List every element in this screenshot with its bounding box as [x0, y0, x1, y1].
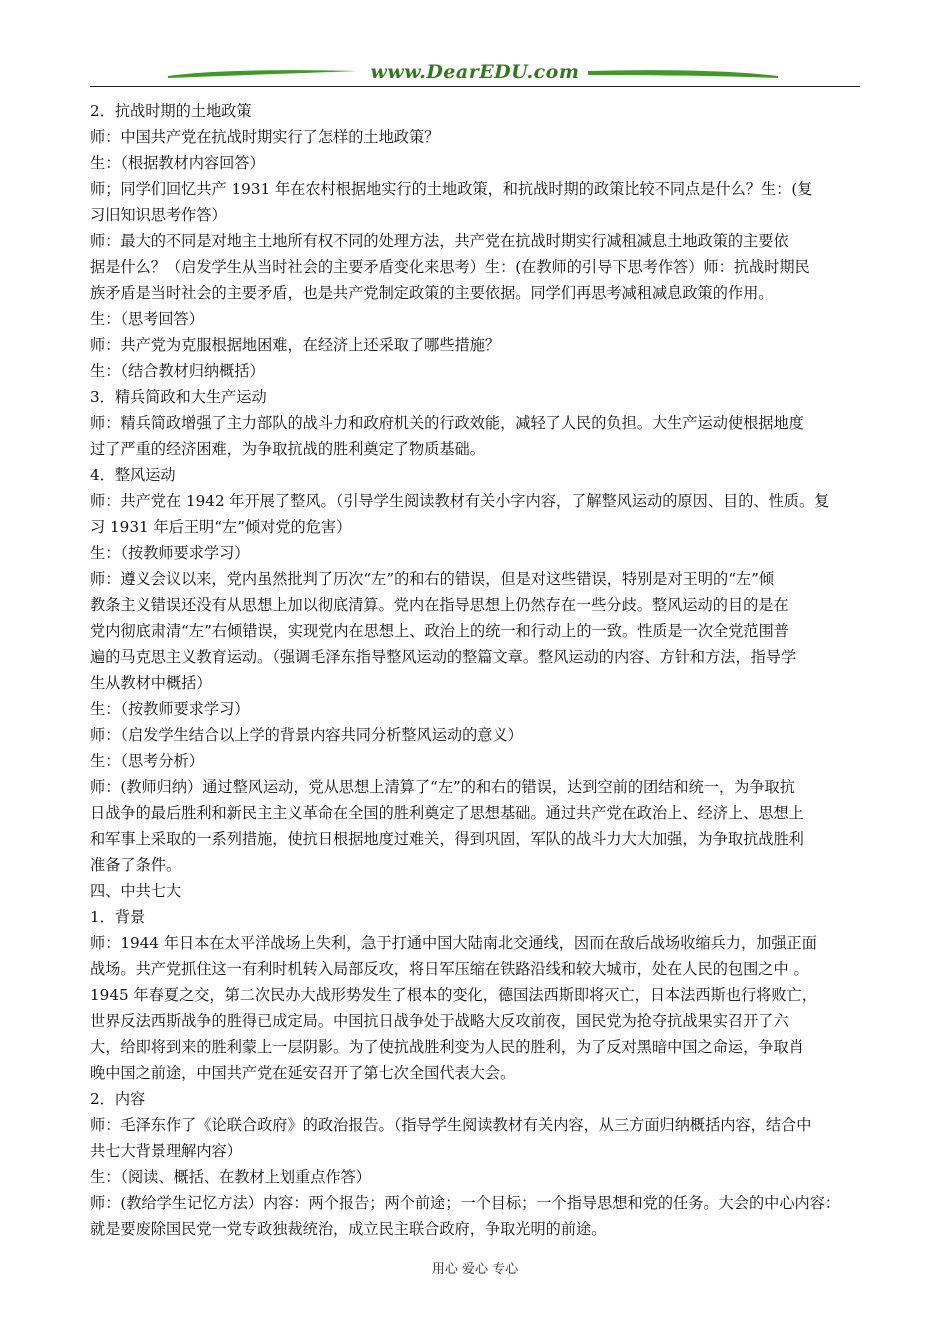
- text-line: 战场。共产党抓住这一有利时机转入局部反攻，将日军压缩在铁路沿线和较大城市，处在人民的包围之中 。: [90, 960, 809, 978]
- text-line: 生：（阅读、概括、在教材上划重点作答）: [90, 1168, 371, 1186]
- text-line: 师：（启发学生结合以上学的背景内容共同分析整风运动的意义）: [90, 726, 523, 744]
- text-line: 2．内容: [90, 1090, 146, 1108]
- text-line: 共七大背景理解内容）: [90, 1142, 242, 1160]
- text-line: 1．背景: [90, 908, 146, 926]
- text-line: 3．精兵简政和大生产运动: [90, 388, 267, 406]
- text-line: 生：（思考回答）: [90, 310, 204, 328]
- text-line: 教条主义错误还没有从思想上加以彻底清算。党内在指导思想上仍然存在一些分歧。整风运动的目的是在: [90, 596, 789, 614]
- text-line: 2．抗战时期的土地政策: [90, 102, 252, 120]
- text-line: 师：精兵简政增强了主力部队的战斗力和政府机关的行政效能，减轻了人民的负担。大生产运动使根据地度: [90, 414, 804, 432]
- text-line: 大，给即将到来的胜利蒙上一层阴影。为了使抗战胜利变为人民的胜利，为了反对黑暗中国之命运，争取肖: [90, 1038, 804, 1056]
- text-line: 族矛盾是当时社会的主要矛盾，也是共产党制定政策的主要依据。同学们再思考减租减息政策的作用。: [90, 284, 774, 302]
- page-footer: 用心 爱心 专心: [431, 1262, 519, 1277]
- text-line: 就是要废除国民党一党专政独裁统治，成立民主联合政府，争取光明的前途。: [90, 1220, 607, 1238]
- text-line: 师：(教给学生记忆方法）内容：两个报告；两个前途；一个目标；一个指导思想和党的任务。大会的中心内容：: [90, 1194, 841, 1212]
- text-line: 晚中国之前途，中国共产党在延安召开了第七次全国代表大会。: [90, 1064, 516, 1082]
- text-line: 生：（结合教材归纳概括）: [90, 362, 265, 380]
- text-line: 师：毛泽东作了《论联合政府》的政治报告。（指导学生阅读教材有关内容，从三方面归纳概括内容，结合中: [90, 1116, 812, 1134]
- text-line: 生：（根据教材内容回答）: [90, 154, 265, 172]
- text-line: 和军事上采取的一系列措施，使抗日根据地度过难关，得到巩固，军队的战斗力大大加强，为争取抗战胜利: [90, 830, 804, 848]
- green-swoosh-right-icon: [588, 66, 778, 80]
- text-line: 四、中共七大: [90, 882, 182, 900]
- text-line: 生从教材中概括）: [90, 674, 212, 692]
- text-line: 习旧知识思考作答）: [90, 206, 227, 224]
- text-line: 生：（按教师要求学习）: [90, 544, 250, 562]
- text-line: 师：共产党在 1942 年开展了整风。（引导学生阅读教材有关小字内容，了解整风运动的原因、目的、性质。复: [90, 492, 830, 510]
- text-line: 1945 年春夏之交，第二次民办大战形势发生了根本的变化，德国法西斯即将灭亡，日本法西斯也行将败亡，: [90, 986, 817, 1004]
- text-line: 生：（思考分析）: [90, 752, 204, 770]
- text-line: 4．整风运动: [90, 466, 176, 484]
- text-line: 师：(教师归纳）通过整风运动，党从思想上清算了“左”的和右的错误，达到空前的团结和统一，为争取抗: [90, 778, 795, 796]
- text-line: 师：遵义会议以来，党内虽然批判了历次“左”的和右的错误，但是对这些错误，特别是对王明的“左”倾: [90, 570, 775, 588]
- text-line: 师：共产党为克服根据地困难，在经济上还采取了哪些措施？: [90, 336, 501, 354]
- page-header: [90, 58, 860, 90]
- text-line: 师：1944 年日本在太平洋战场上失利，急于打通中国大陆南北交通线，因而在敌后战场收缩兵力，加强正面: [90, 934, 817, 952]
- text-line: 师；同学们回忆共产 1931 年在农村根据地实行的土地政策，和抗战时期的政策比较不同点是什么？生：(复: [90, 180, 813, 198]
- header-divider: [90, 86, 860, 87]
- text-line: 生：（按教师要求学习）: [90, 700, 250, 718]
- text-line: 世界反法西斯战争的胜得已成定局。中国抗日战争处于战略大反攻前夜，国民党为抢夺抗战果实召开了六: [90, 1012, 789, 1030]
- text-line: 师：中国共产党在抗战时期实行了怎样的土地政策？: [90, 128, 440, 146]
- text-line: 准备了条件。: [90, 856, 182, 874]
- text-line: 遍的马克思主义教育运动。（强调毛泽东指导整风运动的整篇文章。整风运动的内容、方针和方法，指导学: [90, 648, 797, 666]
- text-line: 日战争的最后胜利和新民主主义革命在全国的胜利奠定了思想基础。通过共产党在政治上、经济上、思想上: [90, 804, 804, 822]
- document-body: [90, 98, 860, 1242]
- text-line: 党内彻底肃清“左”右倾错误，实现党内在思想上、政治上的统一和行动上的一致。性质是一次全党范围普: [90, 622, 789, 640]
- text-line: 据是什么？（启发学生从当时社会的主要矛盾变化来思考）生：(在教师的引导下思考作答）师：抗战时期民: [90, 258, 810, 276]
- site-logo[interactable]: www.DearEDU.com: [370, 61, 580, 83]
- text-line: 习 1931 年后王明“左”倾对党的危害）: [90, 518, 352, 536]
- text-line: 过了严重的经济困难，为争取抗战的胜利奠定了物质基础。: [90, 440, 485, 458]
- text-line: 师：最大的不同是对地主土地所有权不同的处理方法，共产党在抗战时期实行减租减息土地政策的主要依: [90, 232, 789, 250]
